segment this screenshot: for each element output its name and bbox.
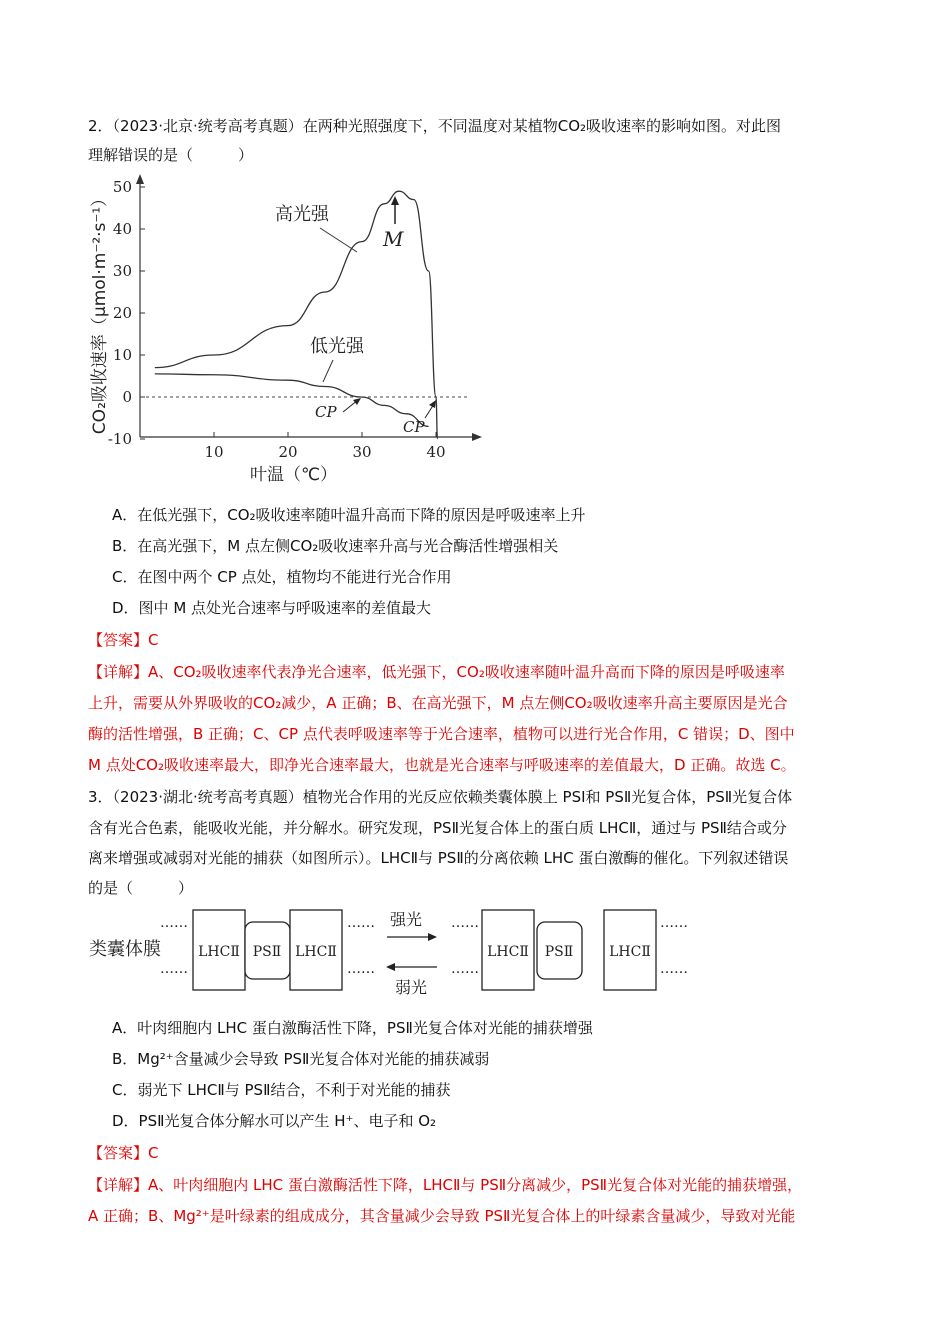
q3-detail-line2: A 正确；B、Mg²⁺是叶绿素的组成成分，其含量减少会导致 PSⅡ光复合体上的叶绿素含量减少，导致对光能 [88, 1207, 796, 1225]
x-tick-label: 10 [204, 443, 224, 461]
membrane-label: 类囊体膜 [89, 939, 161, 960]
q3-detail-line1: 【详解】A、叶肉细胞内 LHC 蛋白激酶活性下降，LHCⅡ与 PSⅡ分离减少，PSⅡ光复合体对光能的捕获增强， [88, 1176, 803, 1194]
y-axis-arrow [136, 174, 144, 184]
dots-mid-bottom: …… [347, 961, 375, 977]
q2-chart [85, 172, 495, 492]
q3-stem-line4: 的是（ ） [88, 879, 194, 897]
q2-detail-line1: 【详解】A、CO₂吸收速率代表净光合速率，低光强下，CO₂吸收速率随叶温升高而下降的原因是呼吸速率 [88, 663, 785, 681]
q2-option-c: C．在图中两个 CP 点处，植物均不能进行光合作用 [112, 568, 452, 586]
label-CP-1: CP [315, 403, 337, 421]
q2-option-d: D．图中 M 点处光合速率与呼吸速率的差值最大 [112, 599, 432, 617]
x-tick-label: 20 [278, 443, 298, 461]
weak-light-label: 弱光 [395, 978, 428, 997]
q3-stem-line1: 3．（2023·湖北·统考高考真题）植物光合作用的光反应依赖类囊体膜上 PSⅠ和 PSⅡ光复合体，PSⅡ光复合体 [88, 788, 793, 806]
q2-answer: 【答案】C [88, 631, 159, 649]
q2-stem-line1: 2．（2023·北京·统考高考真题）在两种光照强度下，不同温度对某植物CO₂吸收速率的影响如图。对此图 [88, 117, 782, 135]
y-tick-label: 20 [112, 304, 132, 322]
y-tick-label: 40 [112, 220, 132, 238]
strong-light-arrowhead [428, 933, 437, 941]
q2-detail-line2: 上升，需要从外界吸收的CO₂减少，A 正确；B、在高光强下，M 点左侧CO₂吸收速率升高主要原因是光合 [88, 694, 788, 712]
x-axis-arrow [472, 433, 482, 441]
y-tick-label: -10 [107, 430, 132, 448]
x-tick-label: 40 [426, 443, 446, 461]
label-high-light: 高光强 [275, 204, 329, 225]
lhc-label-3: LHCⅡ [487, 944, 529, 960]
x-axis-title: 叶温（℃） [250, 465, 338, 485]
dots-right2-bottom: …… [660, 961, 688, 977]
q2-stem-line2: 理解错误的是（ ） [88, 146, 254, 164]
dots-left-bottom: …… [160, 961, 188, 977]
leader-low [323, 360, 333, 382]
lhc-label-4: LHCⅡ [609, 944, 651, 960]
y-tick-label: 50 [112, 178, 132, 196]
q2-option-b: B．在高光强下，M 点左侧CO₂吸收速率升高与光合酶活性增强相关 [112, 537, 559, 555]
q2-detail-line3: 酶的活性增强，B 正确；C、CP 点代表呼吸速率等于光合速率，植物可以进行光合作用，C 错误；D、图中 [88, 725, 795, 743]
q3-diagram [85, 905, 695, 1000]
y-tick-label: 10 [112, 346, 132, 364]
low-light-curve [155, 374, 429, 427]
x-tick-label: 30 [352, 443, 372, 461]
label-M: M [383, 227, 404, 251]
ps-label-2: PSⅡ [544, 944, 574, 960]
y-tick-label: 0 [122, 388, 132, 406]
strong-light-label: 强光 [390, 910, 423, 929]
q3-stem-line3: 离来增强或减弱对光能的捕获（如图所示）。LHCⅡ与 PSⅡ的分离依赖 LHC 蛋白激酶的催化。下列叙述错误 [88, 849, 789, 867]
CP1-arrowhead [353, 398, 361, 405]
q2-detail-line4: M 点处CO₂吸收速率最大，即净光合速率最大，也就是光合速率与呼吸速率的差值最大，D 正确。故选 C。 [88, 756, 796, 774]
y-axis-title: CO₂吸收速率（μmol·m⁻²·s⁻¹） [90, 189, 110, 435]
q3-stem-line2: 含有光合色素，能吸收光能，并分解水。研究发现，PSⅡ光复合体上的蛋白质 LHCⅡ，通过与 PSⅡ结合或分 [88, 819, 787, 837]
q3-option-c: C．弱光下 LHCⅡ与 PSⅡ结合，不利于对光能的捕获 [112, 1081, 451, 1099]
label-low-light: 低光强 [310, 336, 364, 357]
label-CP-2: CP [403, 418, 425, 436]
q3-option-a: A．叶肉细胞内 LHC 蛋白激酶活性下降，PSⅡ光复合体对光能的捕获增强 [112, 1019, 593, 1037]
q3-option-b: B．Mg²⁺含量减少会导致 PSⅡ光复合体对光能的捕获减弱 [112, 1050, 490, 1068]
lhc-label-1: LHCⅡ [198, 944, 240, 960]
lhc-label-2: LHCⅡ [295, 944, 337, 960]
ps-label-1: PSⅡ [252, 944, 282, 960]
dots-right1-top: …… [451, 915, 479, 931]
leader-high [320, 228, 357, 252]
q3-option-d: D．PSⅡ光复合体分解水可以产生 H⁺、电子和 O₂ [112, 1112, 437, 1130]
dots-right1-bottom: …… [451, 961, 479, 977]
dots-left-top: …… [160, 915, 188, 931]
weak-light-arrowhead [386, 963, 395, 971]
dots-mid-top: …… [347, 915, 375, 931]
q2-option-a: A．在低光强下，CO₂吸收速率随叶温升高而下降的原因是呼吸速率上升 [112, 506, 586, 524]
dots-right2-top: …… [660, 915, 688, 931]
y-tick-label: 30 [112, 262, 132, 280]
q3-answer: 【答案】C [88, 1144, 159, 1162]
